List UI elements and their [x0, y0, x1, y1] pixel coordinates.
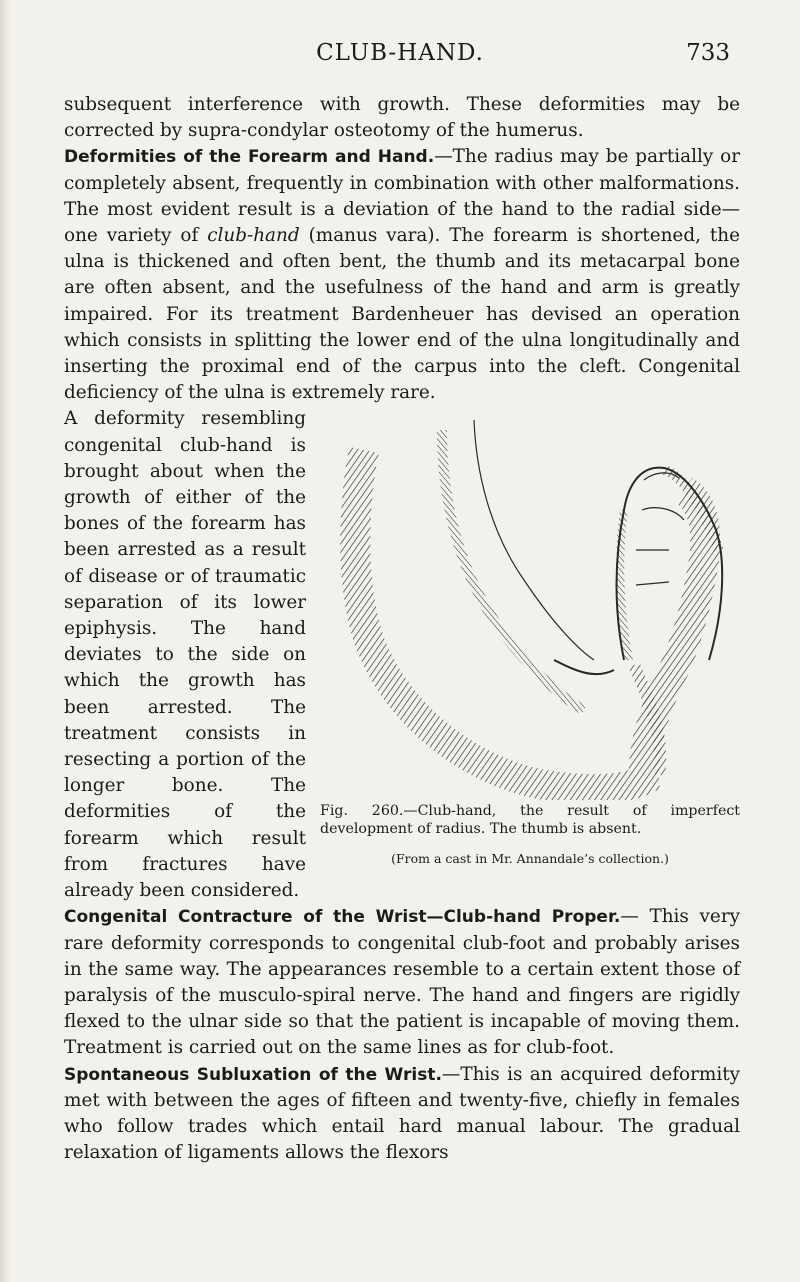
figure-credit: (From a cast in Mr. Annandale’s collection.): [391, 851, 669, 867]
paragraph-text: — This very rare deformity corresponds to congenital club-foot and probably arises in the same way. The appearances resemble to a certain extent those of paralysis of the musculo-spiral nerve. The hand and fingers are rigidly flexed to the ulnar side so that the patient is incapable of moving them. Treatment is carried out on the same lines as for club-foot.: [64, 906, 740, 1059]
body-text: [64, 92, 740, 1166]
section-heading-forearm: Deformities of the Forearm and Hand.: [64, 147, 435, 168]
page-number: 733: [686, 40, 730, 66]
paragraph-continuation: subsequent interference with growth. These deformities may be corrected by supra-condylar osteotomy of the humerus.: [64, 94, 740, 142]
figure-caption: Fig. 260.—Club-hand, the result of imperfect development of radius. The thumb is absent.: [320, 803, 740, 838]
paragraph-text: —This is an acquired deformity met with between the ages of fifteen and twenty-five, chiefly in females who follow trades which entail hard manual labour. The gradual relaxation of ligaments allows the flexors: [64, 1063, 740, 1164]
figure-260: [320, 410, 740, 872]
running-head: [0, 40, 800, 74]
italic-term: club-hand: [207, 225, 300, 247]
paragraph-forearm-deformities: [64, 144, 740, 406]
paragraph-congenital-contracture: [64, 904, 740, 1061]
page-edge-shadow: [0, 0, 10, 1282]
paragraph-subluxation: [64, 1062, 740, 1167]
paragraph-arrested-growth: A deformity resembling congenital club-hand is brought about when the growth of either of the bones of the forearm has been arrested as a result of disease or of traumatic separation of its lower epiphysis. The hand deviates to the side on which the growth has been arrested. The treatment consists in resecting a portion of the longer bone. The deformities of the forearm which result from fractures have already been considered.: [64, 408, 306, 902]
section-heading-contracture: Congenital Contracture of the Wrist—Club-hand Proper.: [64, 907, 621, 928]
paragraph-text: (manus vara). The forearm is shortened, the ulna is thickened and often bent, the thumb and its metacarpal bone are often absent, and the usefulness of the hand and arm is greatly impaired. For its treatment Bardenheuer has devised an operation which consists in splitting the lower end of the ulna longitudinally and inserting the proximal end of the carpus into the cleft. Congenital deficiency of the ulna is extremely rare.: [64, 225, 740, 404]
club-hand-cast-illustration: [324, 410, 736, 800]
paragraph-text: —The radius may be partially or completely absent, frequently in combination with other malformations. The most evident result is a deviation of the hand to the radial side—one variety of: [64, 146, 740, 247]
section-heading-subluxation: Spontaneous Subluxation of the Wrist.: [64, 1064, 442, 1085]
running-title: CLUB-HAND.: [316, 40, 484, 66]
